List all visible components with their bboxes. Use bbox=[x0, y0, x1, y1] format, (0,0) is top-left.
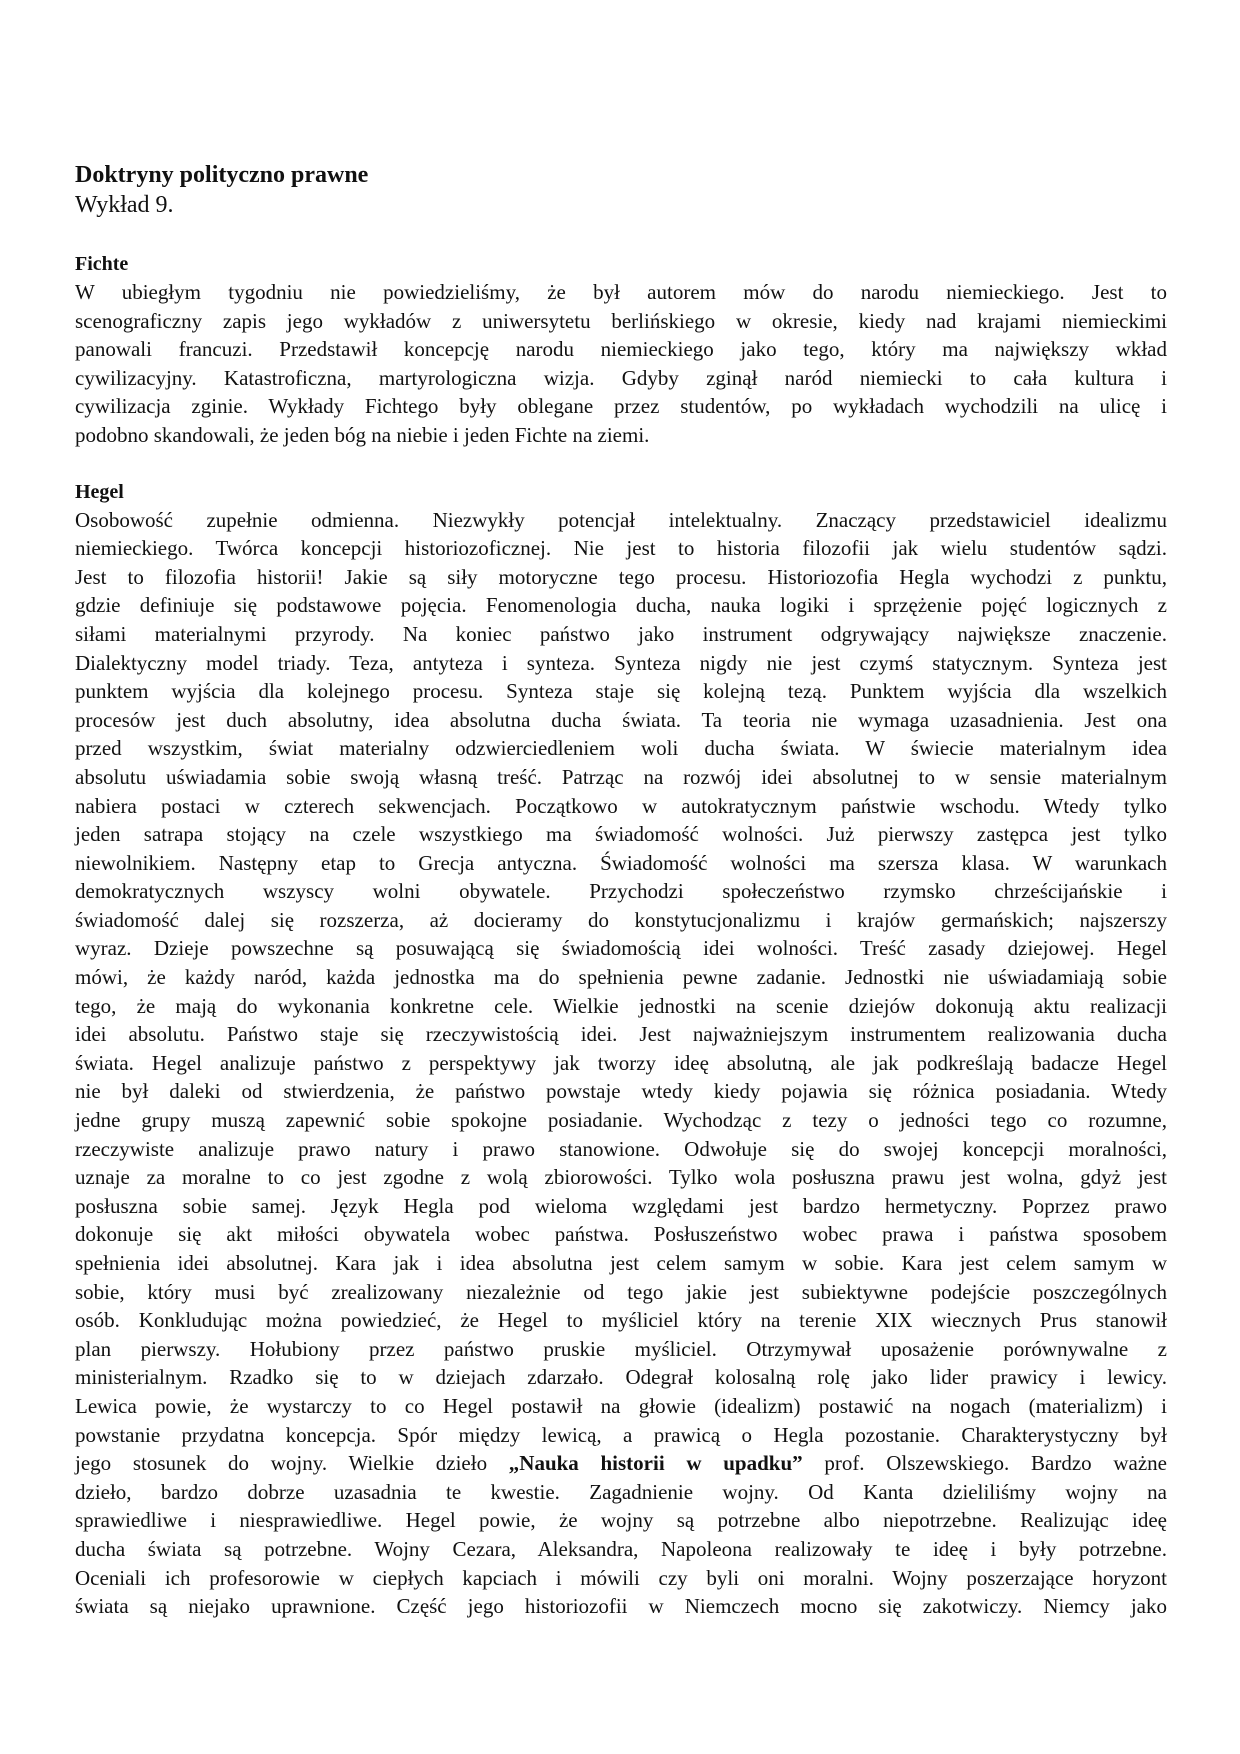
text-line: osób. Konkludując można powiedzieć, że Hegel to myśliciel który na terenie XIX wiecznych Prus stanowił bbox=[75, 1308, 1167, 1333]
text-line: panowali francuzi. Przedstawił koncepcję narodu niemieckiego jako tego, który ma największy wkład bbox=[75, 337, 1167, 362]
document-subtitle: Wykład 9. bbox=[75, 192, 174, 218]
paragraph bbox=[75, 506, 1167, 1621]
text-line: siłami materialnymi przyrody. Na koniec państwo jako instrument odgrywający największe znaczenie. bbox=[75, 621, 1167, 646]
text-line: nabiera postaci w czterech sekwencjach. Początkowo w autokratycznym państwie wschodu. Wtedy tylko bbox=[75, 793, 1167, 818]
text-line: sprawiedliwe i niesprawiedliwe. Hegel powie, że wojny są potrzebne albo niepotrzebne. Realizując ideę bbox=[75, 1508, 1167, 1533]
text-line: ministerialnym. Rzadko się to w dziejach zdarzało. Odegrał kolosalną rolę jako lider prawicy i lewicy. bbox=[75, 1365, 1167, 1390]
section-heading: Hegel bbox=[75, 480, 124, 503]
text-line: Lewica powie, że wystarczy to co Hegel postawił na głowie (idealizm) postawić na nogach (materializm) i bbox=[75, 1393, 1167, 1418]
text-line: cywilizacja zginie. Wykłady Fichtego były oblegane przez studentów, po wykładach wychodzili na ulicę i bbox=[75, 394, 1167, 419]
text-line: Oceniali ich profesorowie w ciepłych kapciach i mówili czy byli oni moralni. Wojny poszerzające horyzont bbox=[75, 1565, 1167, 1590]
text-line: idei absolutu. Państwo staje się rzeczywistością idei. Jest najważniejszym instrumentem realizowania ducha bbox=[75, 1022, 1167, 1047]
text-line: gdzie definiuje się podstawowe pojęcia. Fenomenologia ducha, nauka logiki i sprzężenie pojęć logicznych z bbox=[75, 593, 1167, 618]
text-line: nie był daleki od stwierdzenia, że państwo powstaje wtedy kiedy pojawia się różnica posiadania. Wtedy bbox=[75, 1079, 1167, 1104]
section-heading: Fichte bbox=[75, 253, 129, 275]
text-line: Dialektyczny model triady. Teza, antyteza i synteza. Synteza nigdy nie jest czymś statycznym. Synteza jest bbox=[75, 650, 1167, 675]
text-line: procesów jest duch absolutny, idea absolutna ducha świata. Ta teoria nie wymaga uzasadnienia. Jest ona bbox=[75, 707, 1167, 732]
text-fragment: prof. Olszewskiego. Bardzo ważne bbox=[802, 1451, 1167, 1476]
text-line: Jest to filozofia historii! Jakie są siły motoryczne tego procesu. Historiozofia Hegla wychodzi z punktu, bbox=[75, 564, 1167, 589]
text-line: sobie, który musi być zrealizowany niezależnie od tego jakie jest subiektywne podejście poszczególnych bbox=[75, 1279, 1167, 1304]
book-title-bold: „Nauka historii w upadku” bbox=[508, 1451, 803, 1476]
text-line: świata. Hegel analizuje państwo z perspektywy jak tworzy ideę absolutną, ale jak podkreślają badacze Hegel bbox=[75, 1050, 1167, 1075]
text-line: tego, że mają do wykonania konkretne cele. Wielkie jednostki na scenie dziejów dokonują aktu realizacji bbox=[75, 993, 1167, 1018]
text-line: punktem wyjścia dla kolejnego procesu. Synteza staje się kolejną tezą. Punktem wyjścia dla wszelkich bbox=[75, 679, 1167, 704]
text-line: ducha świata są potrzebne. Wojny Cezara, Aleksandra, Napoleona realizowały te ideę i były potrzebne. bbox=[75, 1536, 1167, 1561]
text-line: jedne grupy muszą zapewnić sobie spokojne posiadanie. Wychodząc z tezy o jedności tego co rozumne, bbox=[75, 1108, 1167, 1133]
text-line: jeden satrapa stojący na czele wszystkiego ma świadomość wolności. Już pierwszy zastępca jest tylko bbox=[75, 822, 1167, 847]
text-line: plan pierwszy. Hołubiony przez państwo pruskie myśliciel. Otrzymywał uposażenie porównywalne z bbox=[75, 1336, 1167, 1361]
text-fragment: jego stosunek do wojny. Wielkie dzieło bbox=[75, 1451, 509, 1476]
section-hegel bbox=[75, 478, 1167, 1621]
text-line: podobno skandowali, że jeden bóg na niebie i jeden Fichte na ziemi. bbox=[75, 422, 650, 447]
text-line: uznaje za moralne to co jest zgodne z wolą zbiorowości. Tylko wola posłuszna prawu jest wolna, gdyż jest bbox=[75, 1165, 1167, 1190]
text-line: Osobowość zupełnie odmienna. Niezwykły potencjał intelektualny. Znaczący przedstawiciel idealizmu bbox=[75, 507, 1167, 532]
text-line: niewolnikiem. Następny etap to Grecja antyczna. Świadomość wolności ma szersza klasa. W warunkach bbox=[75, 850, 1167, 875]
text-line-with-bold-title bbox=[75, 1449, 1167, 1478]
text-line: posłuszna sobie samej. Język Hegla pod wieloma względami jest bardzo hermetyczny. Poprzez prawo bbox=[75, 1193, 1167, 1218]
text-line: W ubiegłym tygodniu nie powiedzieliśmy, że był autorem mów do narodu niemieckiego. Jest to bbox=[75, 280, 1167, 304]
document-page bbox=[75, 160, 1167, 1649]
text-line: cywilizacyjny. Katastroficzna, martyrologiczna wizja. Gdyby zginął naród niemiecki to cała kultura i bbox=[75, 365, 1167, 390]
text-line: przed wszystkim, świat materialny odzwierciedleniem woli ducha świata. W świecie materialnym idea bbox=[75, 736, 1167, 761]
text-line: spełnienia idei absolutnej. Kara jak i idea absolutna jest celem samym w sobie. Kara jest celem samym w bbox=[75, 1251, 1167, 1275]
text-line: mówi, że każdy naród, każda jednostka ma do spełnienia pewne zadanie. Jednostki nie uświadamiają sobie bbox=[75, 965, 1167, 990]
text-line: absolutu uświadamia sobie swoją własną treść. Patrząc na rozwój idei absolutnej to w sensie materialnym bbox=[75, 764, 1167, 789]
text-line: wyraz. Dzieje powszechne są posuwającą się świadomością idei wolności. Treść zasady dziejowej. Hegel bbox=[75, 936, 1167, 961]
text-line: demokratycznych wszyscy wolni obywatele. Przychodzi społeczeństwo rzymsko chrześcijańskie i bbox=[75, 879, 1167, 904]
text-line: dokonuje się akt miłości obywatela wobec państwa. Posłuszeństwo wobec prawa i państwa sposobem bbox=[75, 1222, 1167, 1247]
text-line: niemieckiego. Twórca koncepcji historiozoficznej. Nie jest to historia filozofii jak wielu studentów sądzi. bbox=[75, 536, 1167, 561]
text-line: scenograficzny zapis jego wykładów z uniwersytetu berlińskiego w okresie, kiedy nad krajami niemieckimi bbox=[75, 308, 1167, 333]
text-line: dzieło, bardzo dobrze uzasadnia te kwestie. Zagadnienie wojny. Od Kanta dzieliliśmy wojny na bbox=[75, 1479, 1167, 1504]
paragraph bbox=[75, 278, 1167, 450]
text-line: świadomość dalej się rozszerza, aż docieramy do konstytucjonalizmu i krajów germańskich; najszerszy bbox=[75, 907, 1167, 932]
document-title: Doktryny polityczno prawne bbox=[75, 162, 369, 188]
text-line: świata są niejako uprawnione. Część jego historiozofii w Niemczech mocno się zakotwiczy. Niemcy jako bbox=[75, 1594, 1167, 1619]
section-fichte bbox=[75, 250, 1167, 450]
text-line: rzeczywiste analizuje prawo natury i prawo stanowione. Odwołuje się do swojej koncepcji moralności, bbox=[75, 1136, 1167, 1161]
text-line: powstanie przydatna koncepcja. Spór między lewicą, a prawicą o Hegla pozostanie. Charakterystyczny był bbox=[75, 1422, 1167, 1447]
